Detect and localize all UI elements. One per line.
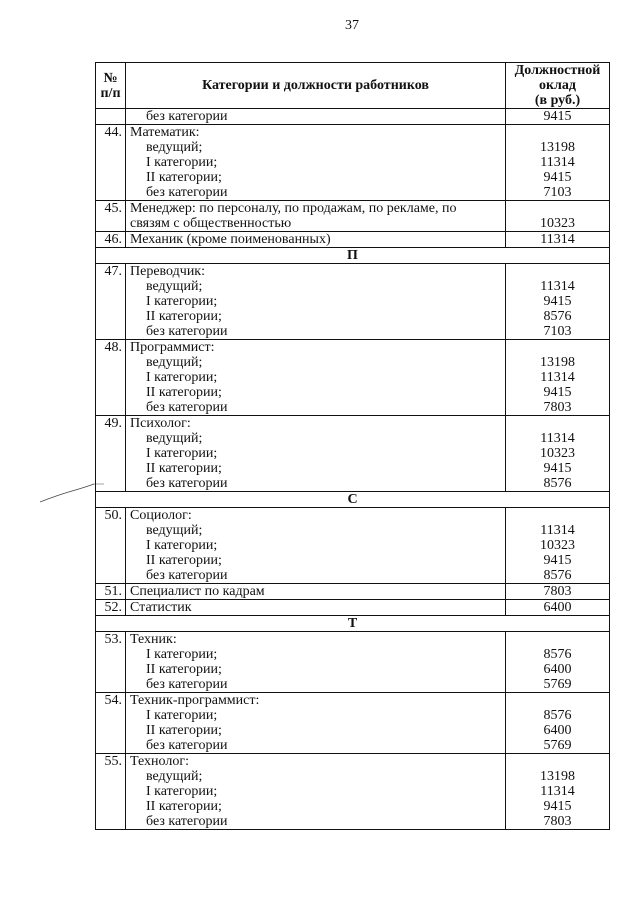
header-salary: [506, 63, 610, 109]
category-line: Механик (кроме поименованных): [130, 232, 331, 247]
category-line: II категории;: [146, 553, 222, 568]
row-salary: [506, 600, 610, 616]
category-line: Математик:: [130, 125, 200, 140]
category-line: Менеджер: по персоналу, по продажам, по рекламе, по: [130, 201, 457, 216]
category-line: ведущий;: [146, 523, 203, 538]
row-category: [126, 584, 506, 600]
pen-stroke-mark: [0, 470, 110, 510]
row-number: 47.: [96, 264, 126, 340]
salary-value: [506, 125, 609, 140]
row-category: [126, 340, 506, 416]
salary-value: 11314: [540, 370, 575, 385]
category-line: II категории;: [146, 170, 222, 185]
header-number: [96, 63, 126, 109]
salary-value: [506, 340, 609, 355]
category-line: I категории;: [146, 446, 218, 461]
category-line: ведущий;: [146, 140, 203, 155]
category-line: II категории;: [146, 309, 222, 324]
section-letter-row: [96, 248, 610, 264]
category-line: без категории: [146, 324, 228, 339]
category-line: Психолог:: [130, 416, 191, 431]
header-category-label: Категории и должности работников: [202, 78, 429, 93]
salary-value: 5769: [543, 738, 572, 753]
salary-value: 7103: [543, 324, 572, 339]
row-salary: [506, 340, 610, 416]
table-row: [96, 632, 610, 693]
salary-value: 13198: [540, 140, 575, 155]
salary-value: 9415: [543, 461, 572, 476]
salary-table: [95, 62, 610, 830]
row-salary: [506, 109, 610, 125]
category-line: I категории;: [146, 155, 218, 170]
salary-value: 6400: [543, 723, 572, 738]
section-letter: Т: [96, 616, 610, 632]
row-number: 48.: [96, 340, 126, 416]
salary-value: [506, 416, 609, 431]
row-category: [126, 600, 506, 616]
table-row: [96, 109, 610, 125]
salary-value: 7803: [543, 584, 572, 599]
category-line: II категории;: [146, 385, 222, 400]
section-letter: П: [96, 248, 610, 264]
category-line: I категории;: [146, 294, 218, 309]
category-line: Переводчик:: [130, 264, 205, 279]
category-line: I категории;: [146, 538, 218, 553]
category-line: без категории: [146, 476, 228, 491]
row-category: [126, 125, 506, 201]
category-line: без категории: [146, 109, 228, 124]
row-number: 50.: [96, 508, 126, 584]
table-row: [96, 693, 610, 754]
row-number: 44.: [96, 125, 126, 201]
salary-value: 9415: [543, 553, 572, 568]
row-category: [126, 632, 506, 693]
category-line: II категории;: [146, 799, 222, 814]
row-salary: [506, 201, 610, 232]
salary-value: [506, 632, 609, 647]
header-salary-line: оклад: [538, 78, 576, 93]
salary-value: 8576: [543, 708, 572, 723]
table-body: [96, 109, 610, 830]
row-category: [126, 264, 506, 340]
salary-value: 10323: [540, 216, 575, 231]
row-salary: [506, 232, 610, 248]
category-line: I категории;: [146, 708, 218, 723]
row-category: [126, 416, 506, 492]
table-row: [96, 340, 610, 416]
table-row: [96, 584, 610, 600]
category-line: Социолог:: [130, 508, 192, 523]
row-category: [126, 109, 506, 125]
salary-value: [506, 264, 609, 279]
row-salary: [506, 125, 610, 201]
salary-value: 9415: [543, 294, 572, 309]
salary-value: 6400: [543, 600, 572, 615]
salary-value: 7803: [543, 814, 572, 829]
row-number: 54.: [96, 693, 126, 754]
salary-value: 9415: [543, 109, 572, 124]
section-letter-row: [96, 616, 610, 632]
header-number-line: п/п: [100, 85, 121, 101]
table-row: [96, 201, 610, 232]
category-line: Статистик: [130, 600, 192, 615]
salary-value: [506, 754, 609, 769]
salary-value: 8576: [543, 568, 572, 583]
category-line: без категории: [146, 814, 228, 829]
category-line: без категории: [146, 185, 228, 200]
salary-value: 11314: [540, 279, 575, 294]
row-number: 45.: [96, 201, 126, 232]
category-line: II категории;: [146, 461, 222, 476]
salary-value: 9415: [543, 170, 572, 185]
salary-value: 11314: [540, 523, 575, 538]
category-line: Техник-программист:: [130, 693, 260, 708]
category-line: без категории: [146, 677, 228, 692]
salary-value: 9415: [543, 385, 572, 400]
salary-value: 11314: [540, 232, 575, 247]
row-number: 53.: [96, 632, 126, 693]
row-number: 55.: [96, 754, 126, 830]
table-row: [96, 125, 610, 201]
row-salary: [506, 693, 610, 754]
table-row: [96, 508, 610, 584]
category-line: II категории;: [146, 723, 222, 738]
salary-value: 9415: [543, 799, 572, 814]
section-letter-row: [96, 492, 610, 508]
category-line: I категории;: [146, 784, 218, 799]
page-number: 37: [345, 18, 359, 33]
category-line: Программист:: [130, 340, 215, 355]
row-salary: [506, 632, 610, 693]
category-line: ведущий;: [146, 355, 203, 370]
header-salary-line: Должностной: [514, 63, 601, 78]
table-row: [96, 600, 610, 616]
row-category: [126, 754, 506, 830]
table-header-row: [96, 63, 610, 109]
row-category: [126, 693, 506, 754]
row-number: 46.: [96, 232, 126, 248]
salary-value: [506, 201, 609, 216]
salary-value: 10323: [540, 538, 575, 553]
category-line: связям с общественностью: [130, 216, 292, 231]
header-category: [126, 63, 506, 109]
table-row: [96, 264, 610, 340]
category-line: без категории: [146, 400, 228, 415]
category-line: Техник:: [130, 632, 177, 647]
table-row: [96, 754, 610, 830]
category-line: Специалист по кадрам: [130, 584, 265, 599]
category-line: без категории: [146, 568, 228, 583]
row-salary: [506, 754, 610, 830]
category-line: I категории;: [146, 647, 218, 662]
salary-value: 7803: [543, 400, 572, 415]
category-line: I категории;: [146, 370, 218, 385]
salary-value: 8576: [543, 476, 572, 491]
row-salary: [506, 264, 610, 340]
row-salary: [506, 416, 610, 492]
table-row: [96, 232, 610, 248]
row-category: [126, 508, 506, 584]
salary-value: 11314: [540, 431, 575, 446]
row-category: [126, 201, 506, 232]
category-line: ведущий;: [146, 431, 203, 446]
row-number: 51.: [96, 584, 126, 600]
table-row: [96, 416, 610, 492]
salary-value: 6400: [543, 662, 572, 677]
salary-value: 13198: [540, 355, 575, 370]
category-line: без категории: [146, 738, 228, 753]
row-salary: [506, 584, 610, 600]
category-line: Технолог:: [130, 754, 189, 769]
header-number-line: №: [103, 70, 118, 86]
row-number: 49.: [96, 416, 126, 492]
salary-value: 8576: [543, 647, 572, 662]
salary-value: [506, 693, 609, 708]
salary-value: 11314: [540, 784, 575, 799]
row-number: 52.: [96, 600, 126, 616]
section-letter: С: [96, 492, 610, 508]
row-category: [126, 232, 506, 248]
category-line: II категории;: [146, 662, 222, 677]
salary-value: 11314: [540, 155, 575, 170]
salary-value: 5769: [543, 677, 572, 692]
header-salary-line: (в руб.): [534, 93, 581, 108]
category-line: ведущий;: [146, 769, 203, 784]
salary-value: 13198: [540, 769, 575, 784]
salary-value: 8576: [543, 309, 572, 324]
category-line: ведущий;: [146, 279, 203, 294]
salary-value: 10323: [540, 446, 575, 461]
row-salary: [506, 508, 610, 584]
salary-value: [506, 508, 609, 523]
salary-value: 7103: [543, 185, 572, 200]
row-number: [96, 109, 126, 125]
